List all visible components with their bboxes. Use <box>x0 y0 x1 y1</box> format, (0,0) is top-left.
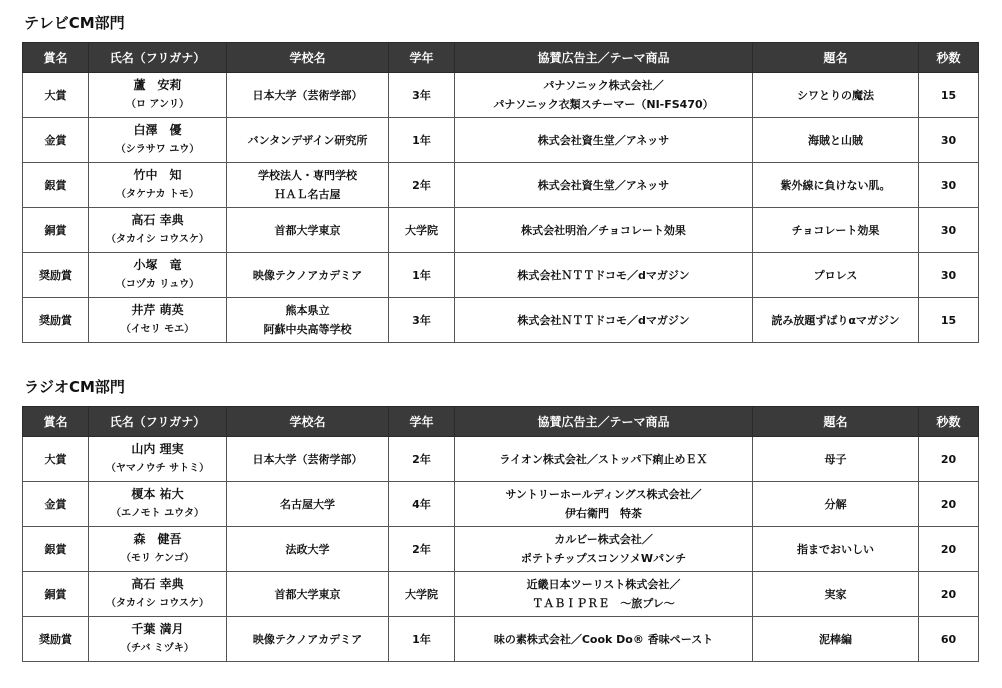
grade-cell: 3年 <box>389 298 455 343</box>
sponsor-cell <box>455 253 753 298</box>
seconds-cell: 30 <box>919 118 979 163</box>
student-kana: （タカイシ コウスケ） <box>106 598 209 609</box>
grade-cell: 大学院 <box>389 208 455 253</box>
school-cell <box>227 253 389 298</box>
sponsor-line: ライオン株式会社／ストッパ下痢止めＥＸ <box>499 452 708 466</box>
sponsor-line: 味の素株式会社／Cook Do® 香味ペースト <box>493 632 714 646</box>
seconds-cell: 60 <box>919 617 979 662</box>
name-cell <box>89 298 227 343</box>
school-cell <box>227 118 389 163</box>
student-name: 高石 幸典 <box>131 213 184 227</box>
award-cell: 奨励賞 <box>23 253 89 298</box>
school-line: バンタンデザイン研究所 <box>247 133 368 147</box>
sponsor-cell <box>455 73 753 118</box>
student-name: 高石 幸典 <box>131 577 184 591</box>
name-cell <box>89 73 227 118</box>
name-cell <box>89 118 227 163</box>
name-cell <box>89 437 227 482</box>
award-cell: 金賞 <box>23 482 89 527</box>
student-kana: （モリ ケンゴ） <box>121 553 194 564</box>
sponsor-cell <box>455 437 753 482</box>
student-kana: （タケナカ トモ） <box>115 189 200 200</box>
sponsor-line: 株式会社資生堂／アネッサ <box>537 133 670 147</box>
radio-section-title: ラジオCM部門 <box>24 378 125 396</box>
cm-title-cell: 指までおいしい <box>753 527 919 572</box>
school-line: 法政大学 <box>285 542 330 556</box>
table-row <box>23 73 979 118</box>
header-name: 氏名（フリガナ） <box>89 43 227 73</box>
cm-title-cell: 分解 <box>753 482 919 527</box>
award-cell: 銀賞 <box>23 163 89 208</box>
sponsor-cell <box>455 617 753 662</box>
header-award: 賞名 <box>23 43 89 73</box>
sponsor-line: 株式会社ＮＴＴドコモ／dマガジン <box>517 268 690 282</box>
award-cell: 奨励賞 <box>23 617 89 662</box>
sponsor-line: 株式会社資生堂／アネッサ <box>537 178 670 192</box>
seconds-cell: 15 <box>919 73 979 118</box>
sponsor-line: カルビー株式会社／ <box>554 533 653 546</box>
header-award: 賞名 <box>23 407 89 437</box>
grade-cell: 1年 <box>389 617 455 662</box>
seconds-cell: 20 <box>919 572 979 617</box>
student-kana: （タカイシ コウスケ） <box>106 234 209 245</box>
table-row <box>23 482 979 527</box>
student-name: 蘆 安莉 <box>133 78 182 92</box>
school-line: 学校法人・専門学校 <box>258 169 357 182</box>
sponsor-cell <box>455 572 753 617</box>
sponsor-line: 近畿日本ツーリスト株式会社／ <box>526 578 681 591</box>
header-grade: 学年 <box>389 407 455 437</box>
student-kana: （エノモト ユウタ） <box>111 508 204 519</box>
name-cell <box>89 253 227 298</box>
student-kana: （ヤマノウチ サトミ） <box>105 463 210 474</box>
table-row <box>23 208 979 253</box>
grade-cell: 2年 <box>389 437 455 482</box>
school-cell <box>227 298 389 343</box>
sponsor-line: パナソニック衣類スチーマー（NI-FS470） <box>493 98 714 111</box>
school-line: 日本大学（芸術学部） <box>252 452 363 466</box>
student-kana: （ロ アンリ） <box>125 99 190 110</box>
school-cell <box>227 572 389 617</box>
sponsor-cell <box>455 208 753 253</box>
grade-cell: 1年 <box>389 118 455 163</box>
sponsor-cell <box>455 298 753 343</box>
school-line: 名古屋大学 <box>280 497 335 511</box>
school-line: 日本大学（芸術学部） <box>252 88 363 102</box>
grade-cell: 2年 <box>389 163 455 208</box>
award-cell: 銅賞 <box>23 208 89 253</box>
cm-title-cell: 実家 <box>753 572 919 617</box>
name-cell <box>89 163 227 208</box>
table-row <box>23 572 979 617</box>
seconds-cell: 30 <box>919 163 979 208</box>
sponsor-cell <box>455 527 753 572</box>
grade-cell: 大学院 <box>389 572 455 617</box>
school-line: ＨＡＬ名古屋 <box>274 188 341 201</box>
student-name: 白澤 優 <box>133 123 182 137</box>
seconds-cell: 20 <box>919 437 979 482</box>
student-kana: （チバ ミヅキ） <box>121 643 194 654</box>
radio-awards-table <box>22 406 979 662</box>
sponsor-line: サントリーホールディングス株式会社／ <box>505 488 702 501</box>
table-row <box>23 617 979 662</box>
student-name: 千葉 満月 <box>131 622 184 636</box>
seconds-cell: 20 <box>919 527 979 572</box>
student-name: 榎本 祐大 <box>131 487 184 501</box>
award-cell: 銀賞 <box>23 527 89 572</box>
student-kana: （イセリ モエ） <box>120 324 195 335</box>
school-cell <box>227 527 389 572</box>
cm-title-cell: チョコレート効果 <box>753 208 919 253</box>
seconds-cell: 20 <box>919 482 979 527</box>
grade-cell: 3年 <box>389 73 455 118</box>
school-line: 首都大学東京 <box>274 587 341 601</box>
name-cell <box>89 617 227 662</box>
header-cm-title: 題名 <box>753 407 919 437</box>
grade-cell: 2年 <box>389 527 455 572</box>
grade-cell: 1年 <box>389 253 455 298</box>
sponsor-line: 伊右衛門 特茶 <box>565 507 642 520</box>
school-cell <box>227 163 389 208</box>
sponsor-line: 株式会社ＮＴＴドコモ／dマガジン <box>517 313 690 327</box>
cm-title-cell: プロレス <box>753 253 919 298</box>
name-cell <box>89 482 227 527</box>
school-line: 映像テクノアカデミア <box>252 268 363 282</box>
header-name: 氏名（フリガナ） <box>89 407 227 437</box>
school-cell <box>227 73 389 118</box>
table-row <box>23 437 979 482</box>
header-school: 学校名 <box>227 407 389 437</box>
tv-awards-table <box>22 42 979 343</box>
header-seconds: 秒数 <box>919 43 979 73</box>
cm-title-cell: 読み放題ずばりαマガジン <box>753 298 919 343</box>
student-kana: （シラサワ ユウ） <box>115 144 200 155</box>
cm-title-cell: 紫外線に負けない肌。 <box>753 163 919 208</box>
header-sponsor: 協賛広告主／テーマ商品 <box>455 43 753 73</box>
student-name: 小塚 竜 <box>133 258 182 272</box>
sponsor-line: パナソニック株式会社／ <box>543 79 664 92</box>
name-cell <box>89 208 227 253</box>
header-school: 学校名 <box>227 43 389 73</box>
school-cell <box>227 437 389 482</box>
name-cell <box>89 572 227 617</box>
table-row <box>23 298 979 343</box>
cm-title-cell: 泥棒編 <box>753 617 919 662</box>
seconds-cell: 15 <box>919 298 979 343</box>
sponsor-cell <box>455 482 753 527</box>
award-cell: 大賞 <box>23 437 89 482</box>
school-cell <box>227 208 389 253</box>
table-row <box>23 163 979 208</box>
grade-cell: 4年 <box>389 482 455 527</box>
sponsor-line: ＴＡＢＩＰＲＥ ～旅プレ～ <box>532 597 675 610</box>
tv-section-title: テレビCM部門 <box>24 14 125 32</box>
school-line: 首都大学東京 <box>274 223 341 237</box>
school-cell <box>227 617 389 662</box>
table-header-row <box>23 407 979 437</box>
school-line: 映像テクノアカデミア <box>252 632 363 646</box>
student-kana: （コヅカ リュウ） <box>115 279 200 290</box>
sponsor-cell <box>455 163 753 208</box>
sponsor-cell <box>455 118 753 163</box>
seconds-cell: 30 <box>919 208 979 253</box>
cm-title-cell: 海賊と山賊 <box>753 118 919 163</box>
school-cell <box>227 482 389 527</box>
header-seconds: 秒数 <box>919 407 979 437</box>
table-row <box>23 253 979 298</box>
table-header-row <box>23 43 979 73</box>
award-cell: 銅賞 <box>23 572 89 617</box>
student-name: 井芹 萌英 <box>131 303 184 317</box>
sponsor-line: 株式会社明治／チョコレート効果 <box>521 223 686 237</box>
table-row <box>23 118 979 163</box>
cm-title-cell: 母子 <box>753 437 919 482</box>
student-name: 山内 理実 <box>131 442 184 456</box>
student-name: 竹中 知 <box>133 168 182 182</box>
award-cell: 奨励賞 <box>23 298 89 343</box>
student-name: 森 健吾 <box>133 532 182 546</box>
school-line: 熊本県立 <box>285 304 330 317</box>
header-grade: 学年 <box>389 43 455 73</box>
sponsor-line: ポテトチップスコンソメWパンチ <box>520 552 687 565</box>
school-line: 阿蘇中央高等学校 <box>263 323 352 336</box>
cm-title-cell: シワとりの魔法 <box>753 73 919 118</box>
award-cell: 大賞 <box>23 73 89 118</box>
header-sponsor: 協賛広告主／テーマ商品 <box>455 407 753 437</box>
seconds-cell: 30 <box>919 253 979 298</box>
award-cell: 金賞 <box>23 118 89 163</box>
header-cm-title: 題名 <box>753 43 919 73</box>
table-row <box>23 527 979 572</box>
name-cell <box>89 527 227 572</box>
